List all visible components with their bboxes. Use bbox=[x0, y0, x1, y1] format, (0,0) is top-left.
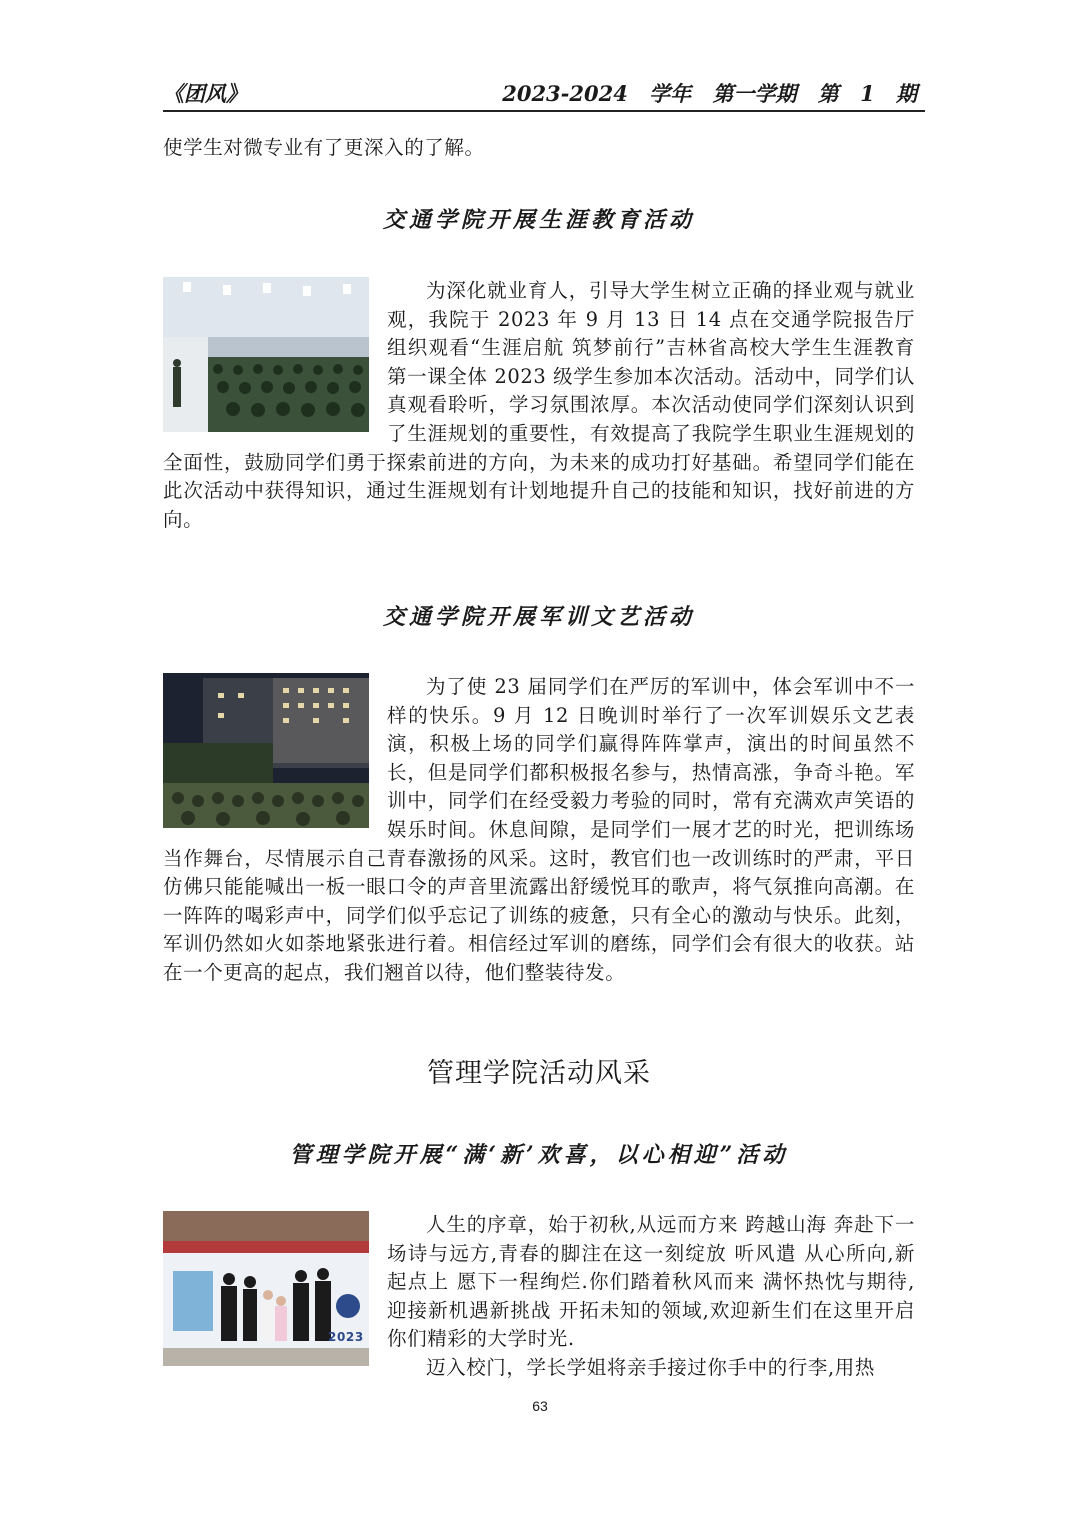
issue-info: 2023-2024 学年 第一学期 第 1 期 bbox=[502, 81, 917, 106]
page-number: 63 bbox=[532, 1398, 548, 1414]
article2-title: 交通学院开展军训文艺活动 bbox=[382, 604, 695, 630]
night-military-training-photo bbox=[163, 673, 369, 828]
article3-body: 2023 人生的序章，始于初秋,从远而方来 跨越山海 奔赴下一场诗与远方,青春的脚注在这一刻绽放 听风遣 从心所向,新起点上 愿下一程绚烂.你们踏着秋风而来 满怀热忱与期待,迎接新机遇新挑战 开拓未知的领域,欢迎新生们在这里开启你们精彩的大学时光. 迈入校门，学长学姐将亲手接过你手中的行李,用热 bbox=[163, 1211, 915, 1383]
article1-body: 为深化就业育人，引导大学生树立正确的择业观与就业观，我院于 2023 年 9 月 13 日 14 点在交通学院报告厅组织观看“生涯启航 筑梦前行”吉林省高校大学生生涯教育第一课全体 2023 级学生参加本次活动。活动中，同学们认真观看聆听，学习氛围浓厚。本次活动使同学们深刻认识到了生涯规划的重要性，有效提高了我院学生职业生涯规划的全面性，鼓励同学们勇于探索前进的方向，为未来的成功打好基础。希望同学们能在此次活动中获得知识，通过生涯规划有计划地提升自己的技能和知识，找好前进的方向。 bbox=[163, 279, 915, 531]
welcome-family-photo bbox=[163, 1211, 369, 1366]
section-title: 管理学院活动风采 bbox=[427, 1058, 651, 1089]
svg-text:2023: 2023 bbox=[328, 1330, 364, 1344]
article3-title: 管理学院开展“满‘新’欢喜，以心相迎”活动 bbox=[289, 1142, 789, 1168]
article1-title: 交通学院开展生涯教育活动 bbox=[382, 207, 695, 233]
intro-line: 使学生对微专业有了更深入的了解。 bbox=[163, 136, 485, 159]
lecture-hall-photo bbox=[163, 277, 369, 432]
page-header bbox=[163, 76, 925, 112]
journal-name: 《团风》 bbox=[163, 81, 247, 106]
article2-body: 为了使 23 届同学们在严厉的军训中，体会军训中不一样的快乐。9 月 12 日晚训时举行了一次军训娱乐文艺表演，积极上场的同学们赢得阵阵掌声，演出的时间虽然不长，但是同学们都积极报名参与，热情高涨，争奇斗艳。军训中，同学们在经受毅力考验的同时，常有充满欢声笑语的娱乐时间。休息间隙，是同学们一展才艺的时光，把训练场当作舞台，尽情展示自己青春激扬的风采。这时，教官们也一改训练时的严肃，平日仿佛只能能喊出一板一眼口令的声音里流露出舒缓悦耳的歌声，将气氛推向高潮。在一阵阵的喝彩声中，同学们似乎忘记了训练的疲惫，只有全心的激动与快乐。此刻，军训仍然如火如荼地紧张进行着。相信经过军训的磨练，同学们会有很大的收获。站在一个更高的起点，我们翘首以待，他们整装待发。 bbox=[163, 675, 915, 984]
